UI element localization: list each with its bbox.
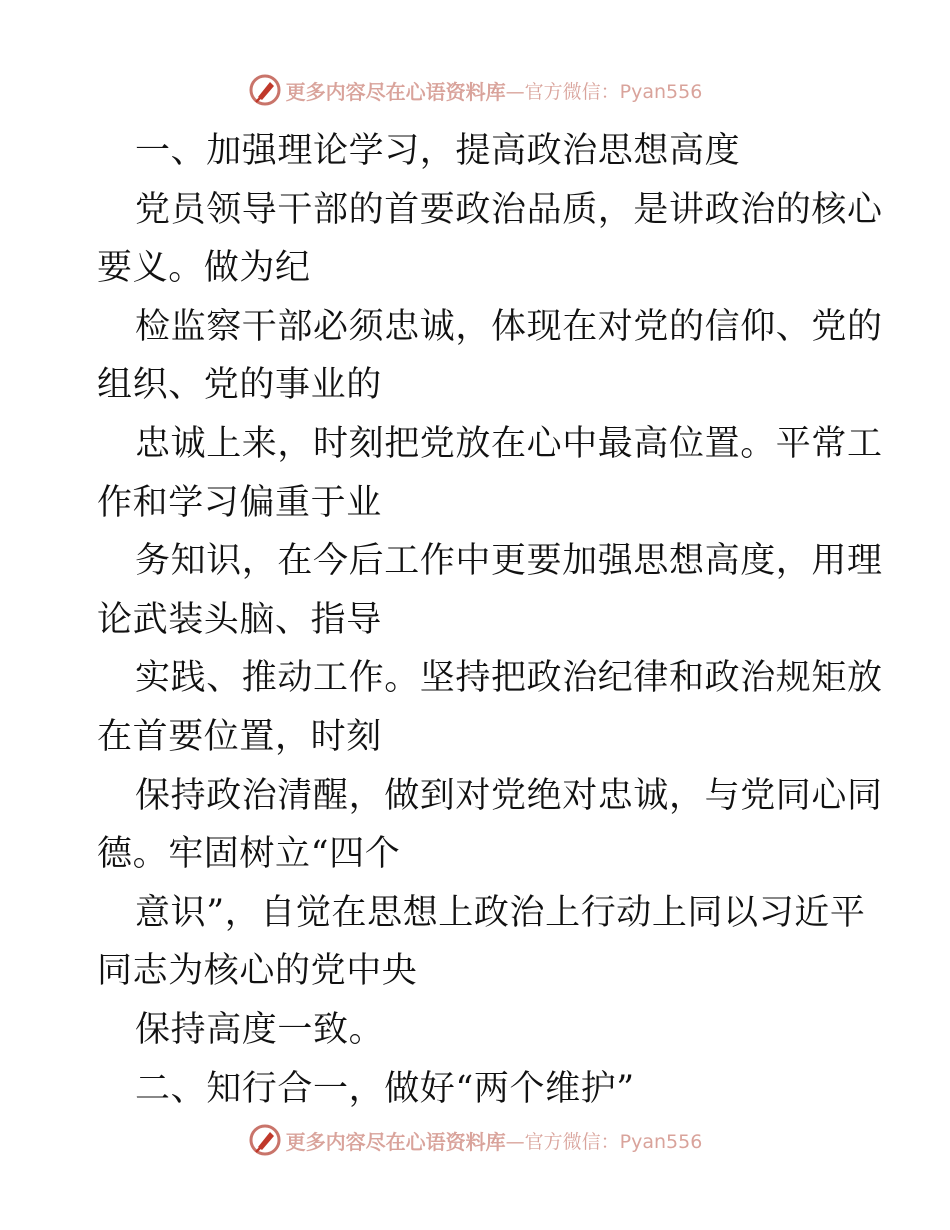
pen-nib-circle-icon	[248, 73, 282, 107]
footer-watermark-banner	[0, 1120, 950, 1160]
text-line: 保持高度一致。	[135, 1009, 385, 1050]
text-line: 实践、推动工作。坚持把政治纪律和政治规矩放	[135, 658, 883, 699]
text-line: 德。牢固树立“四个	[97, 834, 401, 875]
document-body	[97, 122, 883, 1118]
text-line: 意识”，自觉在思想上政治上行动上同以习近平	[135, 892, 866, 933]
text-line: 论武装头脑、指导	[97, 599, 382, 640]
text-line: 在首要位置，时刻	[97, 716, 382, 757]
text-line: 务知识，在今后工作中更要加强思想高度，用理	[135, 541, 883, 582]
text-line: 检监察干部必须忠诚，体现在对党的信仰、党的	[135, 306, 883, 347]
watermark-sub-text: —官方微信：Pyan556	[505, 80, 703, 103]
text-line: 二、知行合一，做好“两个维护”	[135, 1068, 635, 1109]
text-line: 同志为核心的党中央	[97, 951, 418, 992]
text-line: 要义。做为纪	[97, 248, 311, 289]
text-line: 作和学习偏重于业	[97, 482, 382, 523]
watermark-sub-text: —官方微信：Pyan556	[505, 1130, 703, 1153]
watermark-main-text: 更多内容尽在心语资料库	[285, 1129, 506, 1154]
text-line: 党员领导干部的首要政治品质，是讲政治的核心	[135, 189, 883, 230]
watermark-main-text: 更多内容尽在心语资料库	[285, 79, 506, 104]
pen-nib-circle-icon	[248, 1123, 282, 1157]
text-line: 忠诚上来，时刻把党放在心中最高位置。平常工	[135, 423, 883, 464]
text-line: 保持政治清醒，做到对党绝对忠诚，与党同心同	[135, 775, 883, 816]
header-watermark-banner	[0, 70, 950, 110]
text-line: 一、加强理论学习，提高政治思想高度	[135, 131, 741, 171]
text-line: 组织、党的事业的	[97, 365, 382, 406]
